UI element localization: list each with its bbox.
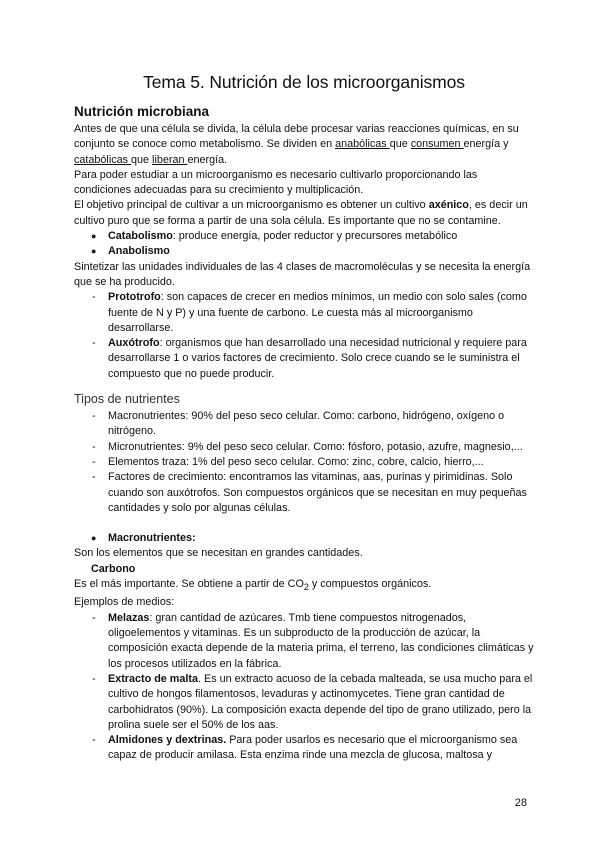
dash-icon: - xyxy=(92,672,96,685)
paragraph-cultivo: Para poder estudiar a un microorganismo es necesario cultivarlo proporcionando las condiciones adecuadas para su crecimiento y multiplicación. xyxy=(74,168,478,197)
list-item: - Factores de crecimiento: encontramos las vitaminas, aas, purinas y pirimidinas. Solo cuando son auxótrofos. Son compuestos orgánicos que se necesitan en muy pequeñas cantidades y solo por algunas células. xyxy=(92,471,527,514)
bullet-icon: ● xyxy=(91,246,97,257)
section-heading-tipos: Tipos de nutrientes xyxy=(74,392,180,407)
section-heading-nutricion: Nutrición microbiana xyxy=(74,104,210,119)
list-item-auxotrofo: - Auxótrofo: organismos que han desarrollado una necesidad nutricional y requiere para desarrollarse 1 o varios factores de crecimiento. Solo crece cuando se le suministra el compuesto que no puede producir. xyxy=(92,337,527,380)
content-flow xyxy=(74,102,534,764)
paragraph-axenico: El objetivo principal de cultivar a un microorganismo es obtener un cultivo axénico, es decir un cultivo puro que se forma a partir de una sola célula. Es importante que no se contamine. xyxy=(74,199,528,227)
bullet-icon: ● xyxy=(91,533,97,544)
list-item-anabolismo: ● Anabolismo xyxy=(74,244,534,259)
list-item-almidones: - Almidones y dextrinas. Para poder usarlos es necesario que el microorganismo sea capaz de producir amilasa. Esta enzima rinde una mezcla de glucosa, maltosa y xyxy=(92,734,518,762)
list-item-melazas: - Melazas: gran cantidad de azúcares. Tmb tiene compuestos nitrogenados, oligoelementos y vitaminas. Es un subproducto de la producción de azúcar, la composición exacta depende de la materia prima, el terreno, las condiciones climáticas y los procesos utilizados en la fábrica. xyxy=(92,611,534,670)
paragraph-carbono: Es el más importante. Se obtiene a partir de $CO_2$ y compuestos orgánicos. xyxy=(74,578,432,593)
list-item: - Macronutrientes: 90% del peso seco celular. Como: carbono, hidrógeno, oxígeno o nitrógeno. xyxy=(92,410,505,438)
dash-icon: - xyxy=(92,291,96,304)
spacer xyxy=(74,516,534,531)
list-item: - Elementos traza: 1% del peso seco celular. Como: zinc, cobre, calcio, hierro,... xyxy=(74,455,534,470)
list-item: - Micronutrientes: 9% del peso seco celular. Como: fósforo, potasio, azufre, magnesio,... xyxy=(74,440,534,455)
list-item-catabolismo: ● Catabolismo: produce energía, poder reductor y precursores metabólico xyxy=(74,229,534,244)
paragraph-elementos: Son los elementos que se necesitan en grandes cantidades. xyxy=(74,547,363,560)
page-number: 28 xyxy=(514,797,527,809)
dash-icon: - xyxy=(92,455,96,468)
subheading-carbono: Carbono xyxy=(91,562,136,575)
list-item-macronutrientes: ● Macronutrientes: xyxy=(74,531,534,546)
bullet-icon: ● xyxy=(91,231,97,242)
dash-icon: - xyxy=(92,471,96,484)
paragraph-ejemplos: Ejemplos de medios: xyxy=(74,596,175,609)
list-item-extracto-malta: - Extracto de malta. Es un extracto acuoso de la cebada malteada, se usa mucho para el cultivo de hongos filamentosos, levaduras y actinomycetes. Tiene gran cantidad de carbohidratos (90%). La composición exacta depende del tipo de grano utilizado, pero la prolina suele ser el 50% de los aas. xyxy=(92,672,533,731)
dash-icon: - xyxy=(92,734,96,747)
dash-icon: - xyxy=(92,337,96,350)
paragraph-sintetizar: Sintetizar las unidades individuales de las 4 clases de macromoléculas y se necesita la energía que se ha producido. xyxy=(74,260,531,288)
paragraph-metabolismo: Antes de que una célula se divida, la célula debe procesar varias reacciones químicas, en su conjunto se conoce como metabolismo. Se dividen en anabólicas que consumen energía y catabólicas que liberan energía. xyxy=(74,123,519,166)
dash-icon: - xyxy=(92,410,96,423)
list-item-prototrofo: - Prototrofo: son capaces de crecer en medios mínimos, un medio con solo sales (como fuente de N y P) y una fuente de carbono. Le cuesta más al microorganismo desarrollarse. xyxy=(92,291,527,334)
dash-icon: - xyxy=(92,440,96,453)
dash-icon: - xyxy=(92,611,96,624)
page-title: Tema 5. Nutrición de los microorganismos xyxy=(143,72,465,92)
